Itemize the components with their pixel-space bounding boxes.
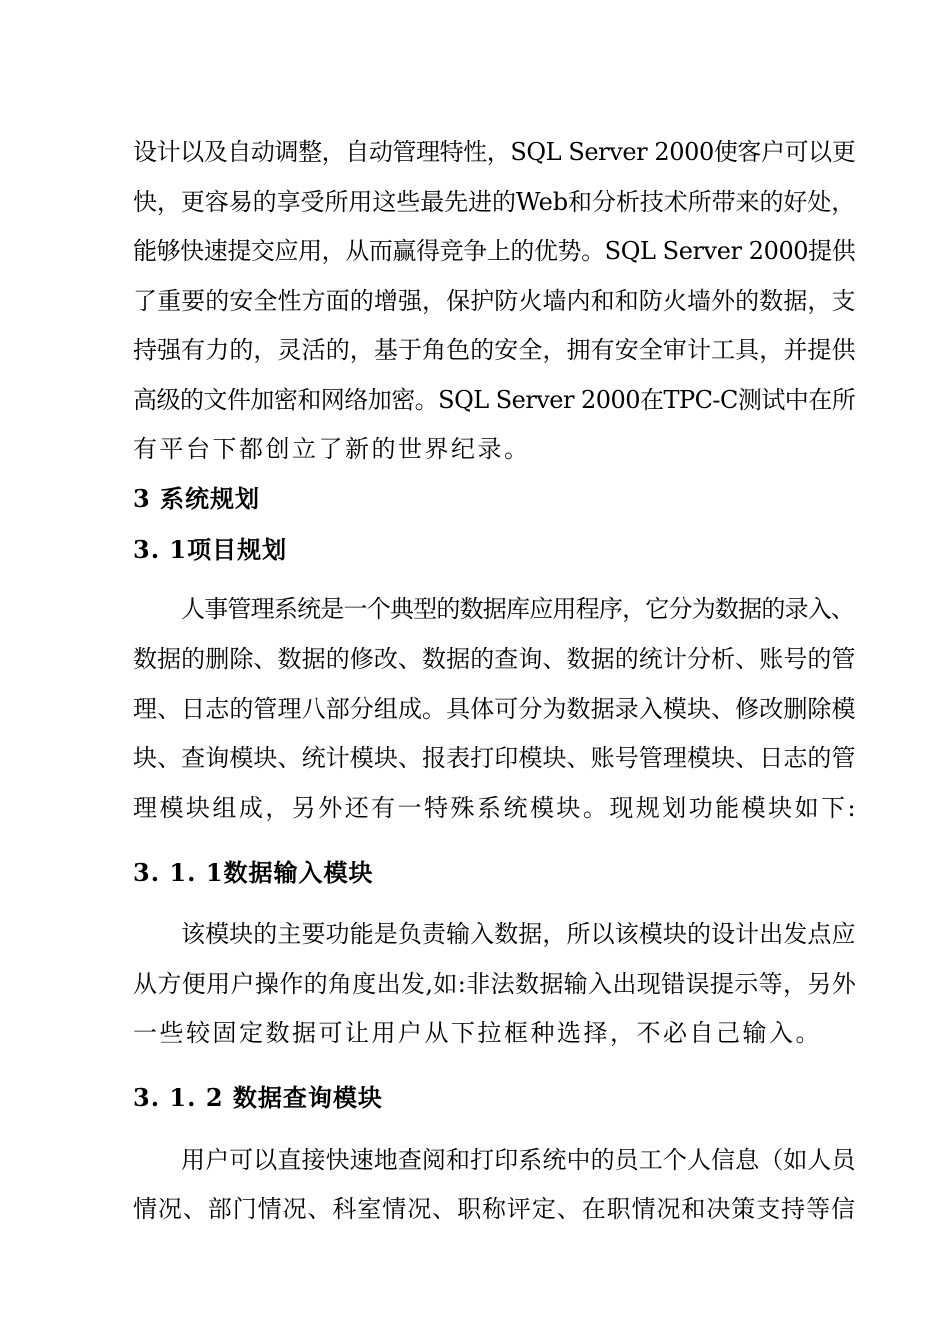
section-heading-3-1: 3. 1项目规划 — [133, 535, 288, 564]
paragraph-1-line-1: 设计以及自动调整，自动管理特性，SQL Server 2000使客户可以更 — [133, 138, 856, 166]
paragraph-2-line-2: 数据的删除、数据的修改、数据的查询、数据的统计分析、账号的管 — [133, 645, 856, 673]
paragraph-2-line-3: 理、日志的管理八部分组成。具体可分为数据录入模块、修改删除模 — [133, 695, 856, 723]
paragraph-3-line-2: 从方便用户操作的角度出发,如:非法数据输入出现错误提示等，另外 — [133, 970, 857, 998]
paragraph-2-line-5: 理模块组成，另外还有一特殊系统模块。现规划功能模块如下: — [133, 794, 859, 822]
paragraph-1-line-6: 高级的文件加密和网络加密。SQL Server 2000在TPC-C测试中在所 — [133, 386, 856, 414]
paragraph-2-line-1: 人事管理系统是一个典型的数据库应用程序，它分为数据的录入、 — [181, 595, 855, 623]
paragraph-1-line-7: 有平台下都创立了新的世界纪录。 — [133, 435, 531, 463]
section-heading-3-1-1: 3. 1. 1数据输入模块 — [133, 858, 374, 887]
paragraph-4-line-2: 情况、部门情况、科室情况、职称评定、在职情况和决策支持等信 — [133, 1195, 856, 1223]
paragraph-1-line-3: 能够快速提交应用，从而赢得竞争上的优势。SQL Server 2000提供 — [133, 237, 856, 265]
paragraph-3-line-3: 一些较固定数据可让用户从下拉框种选择，不必自己输入。 — [133, 1019, 822, 1047]
paragraph-4-line-1: 用户可以直接快速地查阅和打印系统中的员工个人信息（如人员 — [181, 1146, 856, 1174]
section-heading-3-1-2: 3. 1. 2 数据查询模块 — [133, 1083, 383, 1112]
paragraph-1-line-2: 快，更容易的享受所用这些最先进的Web和分析技术所带来的好处， — [133, 188, 856, 216]
paragraph-3-line-1: 该模块的主要功能是负责输入数据，所以该模块的设计出发点应 — [181, 920, 856, 948]
paragraph-1-line-4: 了重要的安全性方面的增强，保护防火墙内和和防火墙外的数据，支 — [133, 287, 856, 315]
section-heading-3: 3 系统规划 — [133, 484, 261, 513]
paragraph-2-line-4: 块、查询模块、统计模块、报表打印模块、账号管理模块、日志的管 — [133, 744, 856, 772]
paragraph-1-line-5: 持强有力的，灵活的，基于角色的安全，拥有安全审计工具，并提供 — [133, 336, 856, 364]
